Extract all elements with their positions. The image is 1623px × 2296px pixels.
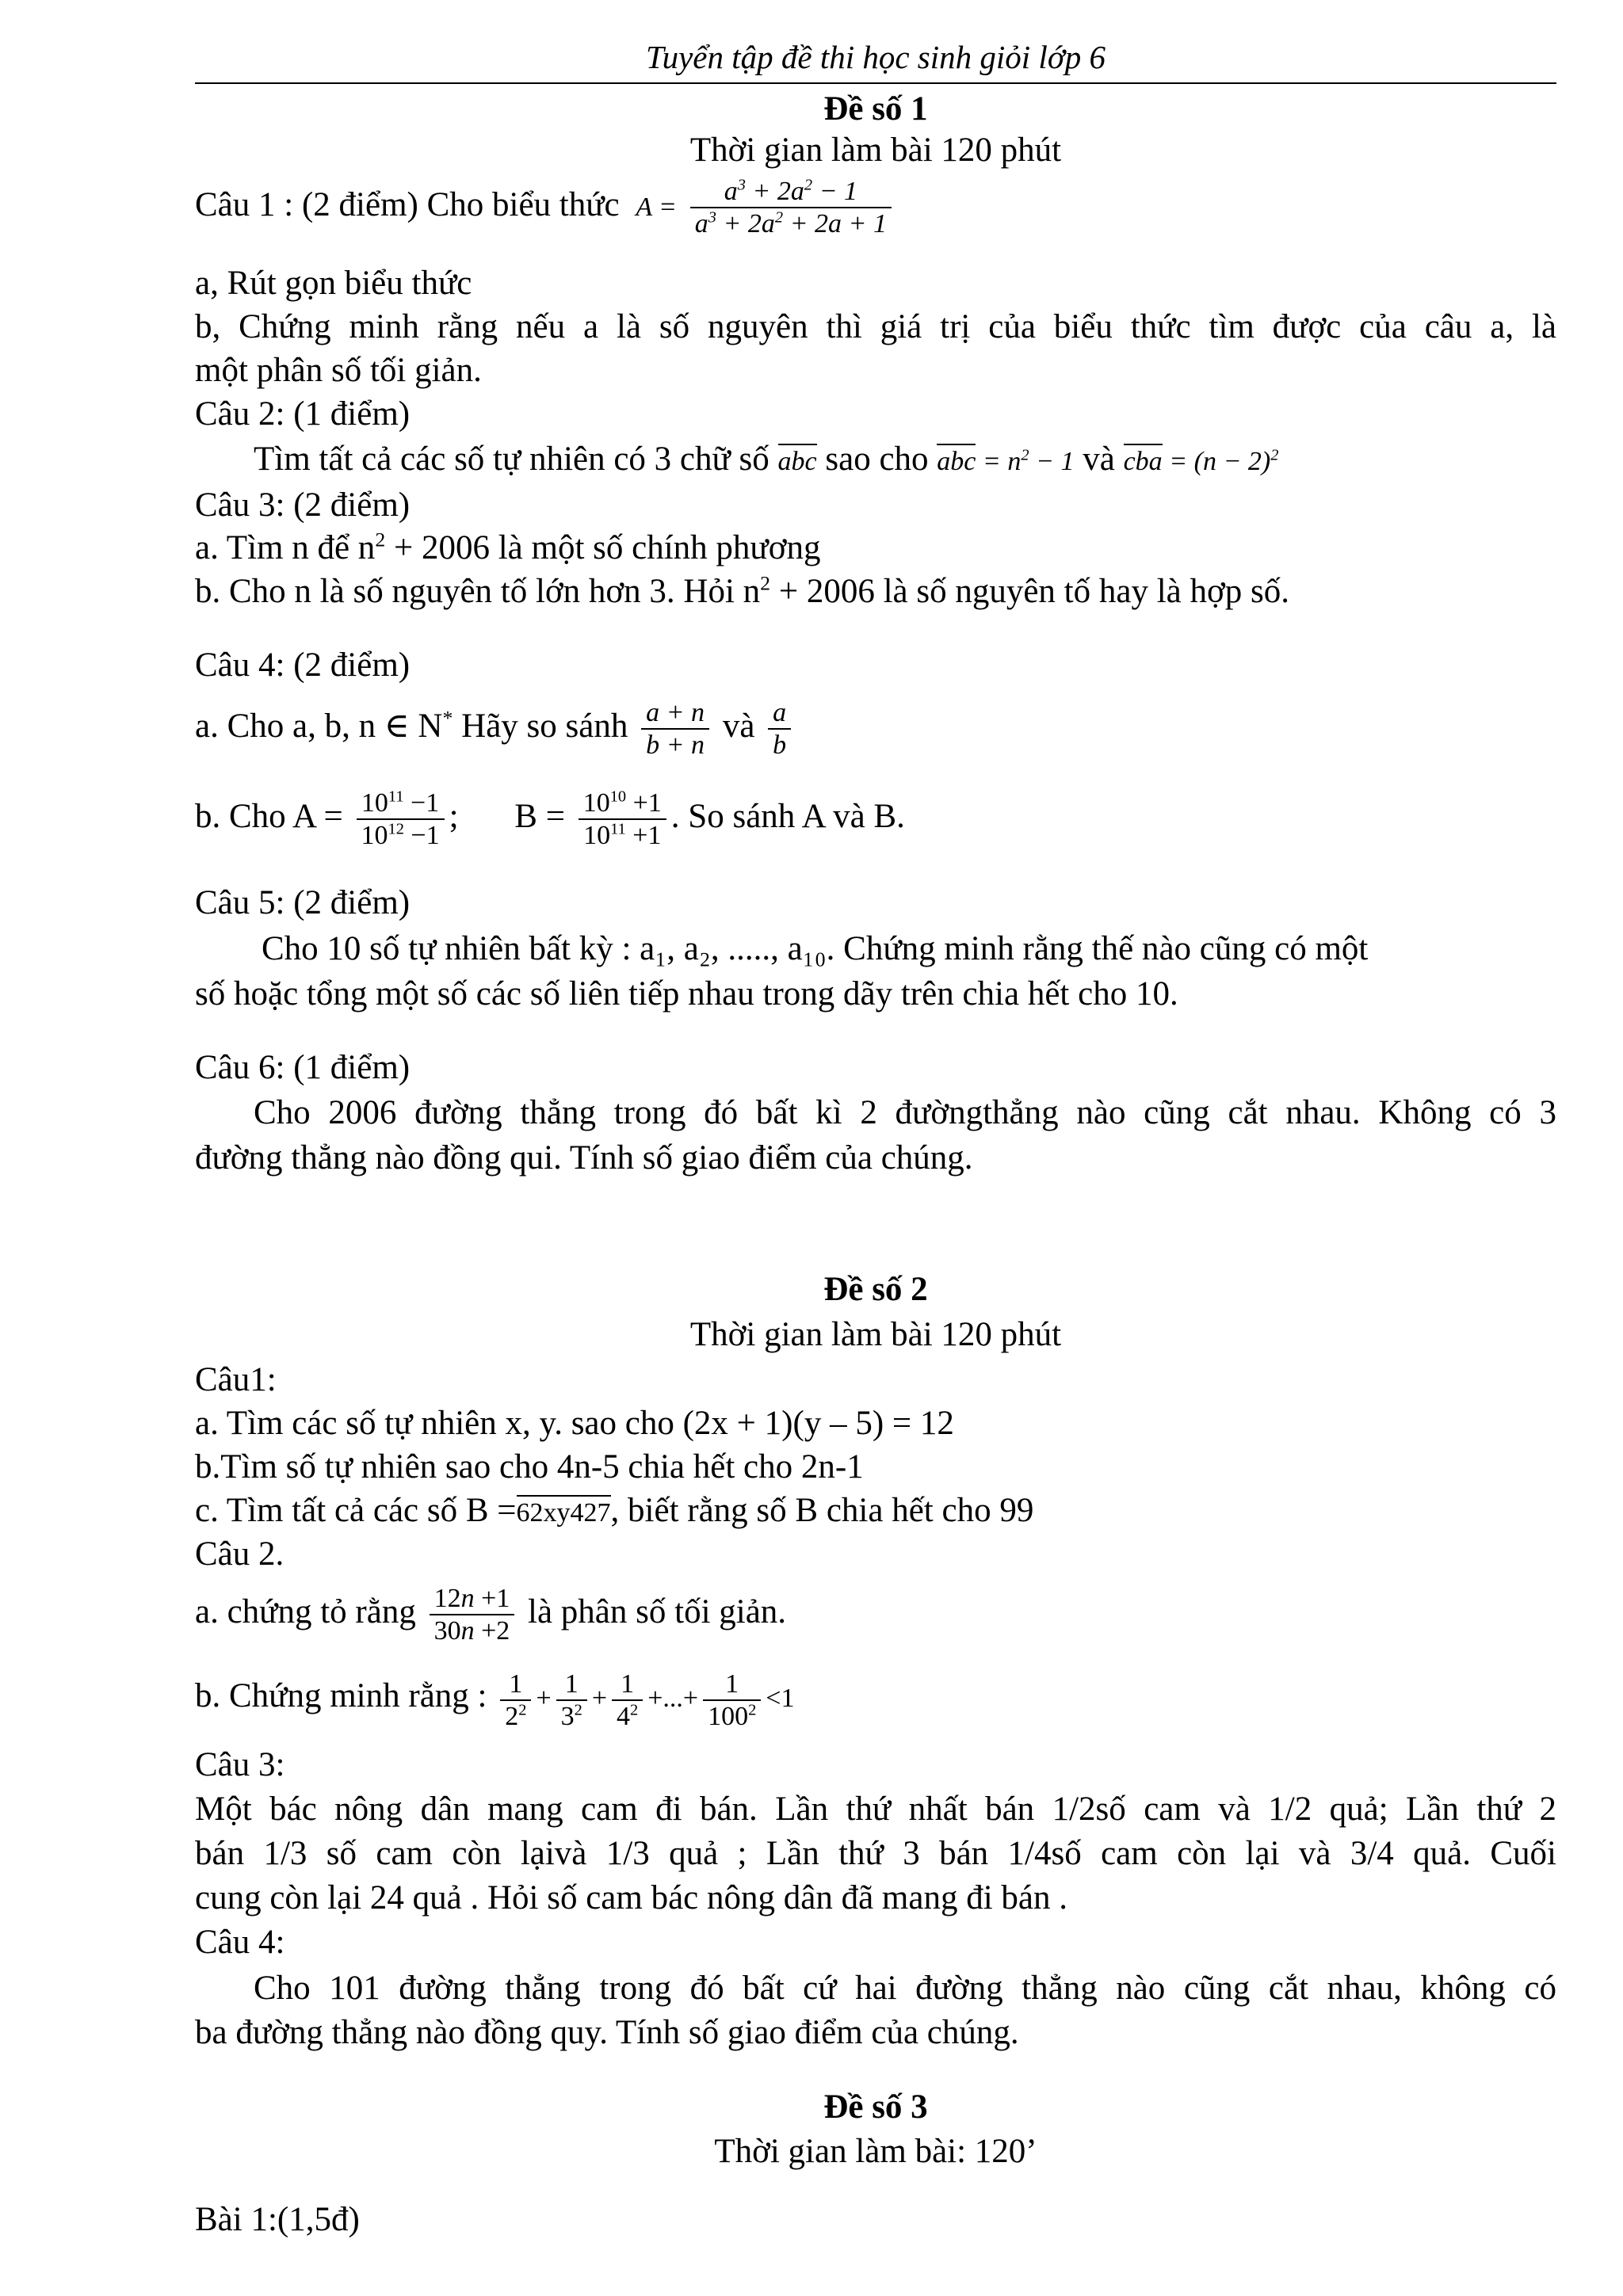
page-header: Tuyển tập đề thi học sinh giỏi lớp 6: [646, 39, 1106, 75]
header-rule: [195, 82, 1556, 84]
fraction-a-plus-n: $\frac{a + n}{b + n}$: [641, 697, 709, 761]
overlined-number: 62xy427: [517, 1495, 611, 1527]
de3-b1-label: Bài 1:(1,5đ): [195, 2201, 360, 2238]
de1-q3-label: Câu 3: (2 điểm): [195, 486, 411, 524]
de1-q6-line2: đường thẳng nào đồng qui. Tính số giao điểm của chúng.: [195, 1139, 973, 1177]
de2-c2-a-pre: a. chứng tỏ rằng: [195, 1592, 416, 1630]
de2-c3-line2: bán 1/3 số cam còn lạivà 1/3 quả ; Lần thứ 3 bán 1/4số cam còn lại và 3/4 quả. Cuối: [195, 1835, 1556, 1872]
de2-c3-line1: Một bác nông dân mang cam đi bán. Lần thứ nhất bán 1/2số cam và 1/2 quả; Lần thứ 2: [195, 1791, 1556, 1828]
de1-q4-a: a. Cho a, b, n ∈ N* Hãy so sánh $\frac{a + n}{b + n}$ và $\frac{a}{b}$: [195, 697, 1556, 761]
de1-q3-a-post: + 2006 là một số chính phương: [385, 529, 821, 566]
formula-abc-eq: abc = $n^2 - 1$: [937, 447, 1074, 476]
formula-A: A =: [636, 192, 677, 222]
de1-q4-b-post: . So sánh A và B.: [670, 797, 905, 835]
de2-c4-line2: ba đường thẳng nào đồng quy. Tính số giao điểm của chúng.: [195, 2014, 1019, 2051]
de2-c2-label: Câu 2.: [195, 1535, 285, 1573]
de2-c2-a: [195, 1583, 1556, 1646]
formula-cba-eq: cba = $(n - 2)^2$: [1124, 447, 1279, 476]
de2-c4-label: Câu 4:: [195, 1924, 285, 1961]
de1-q4-a-pre: a. Cho a, b, n ∈ N: [195, 707, 443, 745]
de2-c1-c: [195, 1489, 1556, 1535]
de1-q6-line1: Cho 2006 đường thẳng trong đó bất kì 2 đườngthẳng nào cũng cắt nhau. Không có 3: [254, 1094, 1556, 1131]
de2-time: Thời gian làm bài 120 phút: [689, 1316, 1062, 1353]
de2-c2-a-post: là phân số tối giản.: [528, 1592, 787, 1630]
de1-q4-b: b. Cho A = $\frac{10^{11} -1}{10^{12} -1}$ ; B = $\frac{10^{10} +1}{10^{11} +1}$ . So sánh A và B.: [195, 788, 905, 851]
de2-c4-line1: Cho 101 đường thẳng trong đó bất cứ hai đường thẳng nào cũng cắt nhau, không có: [254, 1970, 1556, 2007]
de2-c3-line3: cung còn lại 24 quả . Hỏi số cam bác nông dân đã mang đi bán .: [195, 1879, 1067, 1917]
de1-time: Thời gian làm bài 120 phút: [689, 132, 1062, 169]
de3-title: Đề số 3: [823, 2088, 928, 2126]
de1-q2-text: [254, 437, 1556, 484]
de2-c1-c-post: , biết rằng số B chia hết cho 99: [610, 1492, 1034, 1529]
de1-q4-label: Câu 4: (2 điểm): [195, 646, 411, 684]
de1-q1: [195, 176, 1556, 239]
de1-q3-a-pre: a. Tìm n để n: [195, 529, 376, 566]
de1-q6-label: Câu 6: (1 điểm): [195, 1049, 411, 1086]
fraction-1-over-3sq: $\frac{1}{3^2}$: [556, 1669, 587, 1732]
de1-q4-a-mid: Hãy so sánh: [453, 707, 628, 745]
de1-q4-b-mid: B =: [514, 797, 565, 835]
de3-time: Thời gian làm bài: 120’: [714, 2133, 1037, 2170]
de2-c1-a: a. Tìm các số tự nhiên x, y. sao cho (2x + 1)(y – 5) = 12: [195, 1405, 954, 1442]
fraction-1-over-4sq: $\frac{1}{4^2}$: [612, 1669, 643, 1732]
de1-q2-label: Câu 2: (1 điểm): [195, 395, 411, 433]
de2-c1-label: Câu1:: [195, 1361, 277, 1398]
de2-c1-b: b.Tìm số tự nhiên sao cho 4n-5 chia hết cho 2n-1: [195, 1448, 864, 1486]
de2-c2-b-pre: b. Chứng minh rằng :: [195, 1676, 487, 1714]
fraction-A-value: $\frac{10^{11} -1}{10^{12} -1}$: [357, 788, 445, 851]
de1-q2-text1: Tìm tất cả các số tự nhiên có 3 chữ số: [254, 441, 769, 478]
de2-c3-label: Câu 3:: [195, 1746, 285, 1783]
sum-series: $\frac{1}{2^2}$ + $\frac{1}{3^2}$ + $\frac{1}{4^2}$ +...+ $\frac{1}{100^2}$ <1: [495, 1684, 794, 1713]
de2-title: Đề số 2: [823, 1271, 928, 1308]
de1-q2-and: và: [1083, 441, 1115, 478]
de1-q1-b-line1: b, Chứng minh rằng nếu a là số nguyên thì giá trị của biểu thức tìm được của câu a, là: [195, 308, 1556, 345]
de1-q5-line1: Cho 10 số tự nhiên bất kỳ : a₁, a₂, ....., a₁₀. Chứng minh rằng thế nào cũng có một: [262, 930, 1369, 967]
formula-A-fraction: $\frac{a^3 + 2a^2 - 1}{a^3 + 2a^2 + 2a + 1}$: [690, 176, 892, 239]
de1-q4-a-and: và: [722, 707, 755, 745]
de1-q1-b-line2: một phân số tối giản.: [195, 352, 482, 389]
de1-q2-text2: sao cho: [825, 441, 929, 478]
de1-title: Đề số 1: [823, 90, 928, 128]
de1-q4-b-pre: b. Cho A =: [195, 797, 343, 835]
de1-q3-b-post: + 2006 là số nguyên tố hay là hợp số.: [770, 573, 1289, 610]
de1-q3-a: a. Tìm n để $n^2 + 2006$ là một số chính phương: [195, 528, 821, 566]
de2-c2-b: [195, 1669, 1556, 1732]
fraction-1-over-2sq: $\frac{1}{2^2}$: [500, 1669, 531, 1732]
de1-q1-label: Câu 1 : (2 điểm) Cho biểu thức: [195, 185, 620, 223]
fraction-1-over-100sq: $\frac{1}{100^2}$: [703, 1669, 761, 1732]
de1-q1-a: a, Rút gọn biểu thức: [195, 265, 472, 302]
de1-q3-b: b. Cho n là số nguyên tố lớn hơn 3. Hỏi $n^2 + 2006$ là số nguyên tố hay là hợp số.: [195, 571, 1289, 610]
de1-q3-b-pre: b. Cho n là số nguyên tố lớn hơn 3. Hỏi n: [195, 573, 761, 610]
de1-q5-line2: số hoặc tổng một số các số liên tiếp nhau trong dãy trên chia hết cho 10.: [195, 975, 1178, 1013]
de1-q5-label: Câu 5: (2 điểm): [195, 884, 411, 921]
formula-abc: abc: [778, 444, 817, 476]
fraction-12n: $\frac{12n +1}{30n +2}$: [430, 1583, 515, 1646]
de2-c1-c-pre: c. Tìm tất cả các số B =: [195, 1492, 517, 1529]
fraction-a-over-b: $\frac{a}{b}$: [768, 697, 791, 761]
fraction-B-value: $\frac{10^{10} +1}{10^{11} +1}$: [579, 788, 666, 851]
